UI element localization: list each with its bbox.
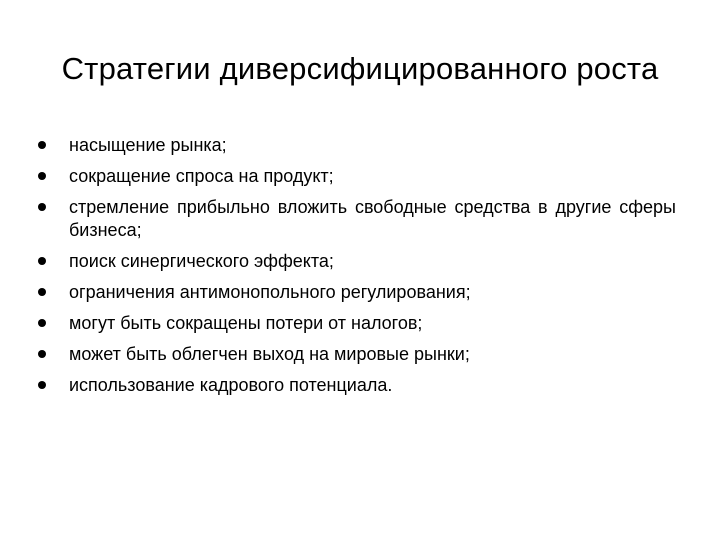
list-item [36, 343, 676, 366]
bullet-icon [38, 257, 46, 265]
list-item [36, 134, 676, 157]
bullet-icon [38, 319, 46, 327]
list-item-text: ограничения антимонопольного регулирования; [69, 282, 471, 302]
list-item [36, 196, 676, 242]
list-item-text: насыщение рынка; [69, 135, 227, 155]
list-item-text: стремление прибыльно вложить свободные средства в другие сферы бизнеса; [69, 197, 676, 240]
list-item [36, 250, 676, 273]
list-item-text: поиск синергического эффекта; [69, 251, 334, 271]
bullet-icon [38, 203, 46, 211]
list-item-text: может быть облегчен выход на мировые рынки; [69, 344, 470, 364]
bullet-icon [38, 172, 46, 180]
list-item [36, 312, 676, 335]
bullet-icon [38, 350, 46, 358]
bullet-icon [38, 381, 46, 389]
bullet-list [36, 134, 676, 405]
bullet-icon [38, 141, 46, 149]
list-item [36, 165, 676, 188]
slide-title: Стратегии диверсифицированного роста [61, 51, 659, 86]
list-item [36, 374, 676, 397]
list-item-text: могут быть сокращены потери от налогов; [69, 313, 423, 333]
bullet-icon [38, 288, 46, 296]
list-item-text: сокращение спроса на продукт; [69, 166, 334, 186]
list-item-text: использование кадрового потенциала. [69, 375, 393, 395]
list-item [36, 281, 676, 304]
